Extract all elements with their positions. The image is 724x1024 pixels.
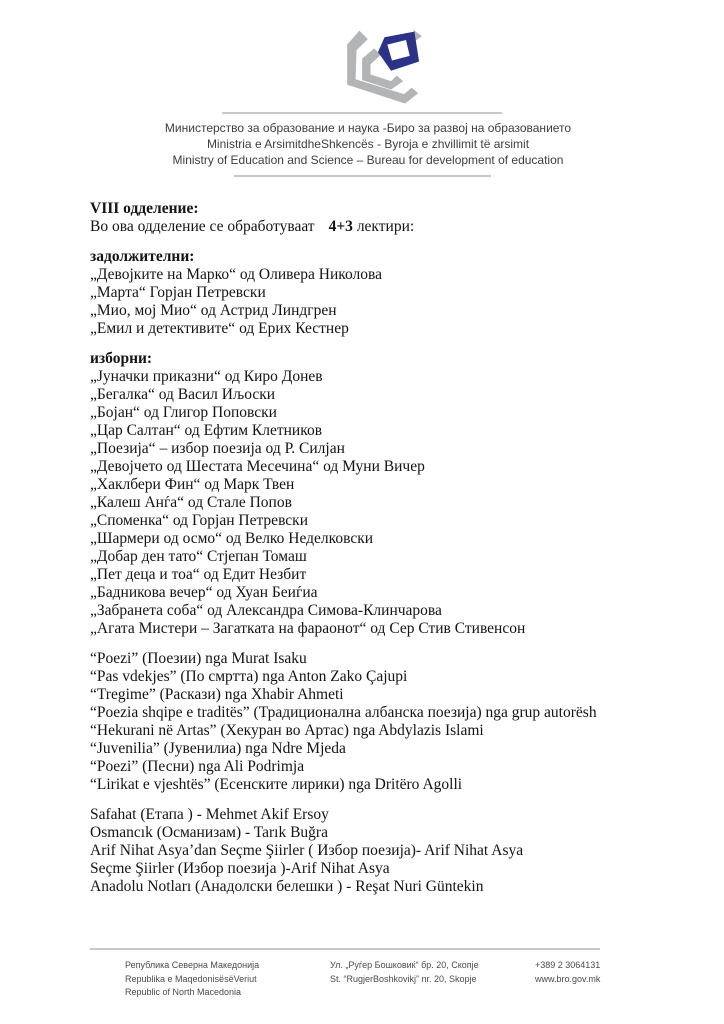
lecture-item: „Мио, мој Мио“ од Астрид Линдгрен: [90, 302, 337, 319]
footer-country-sq: Republika e MaqedonisësëVeriut: [125, 973, 257, 984]
lecture-item: „Марта“ Горјан Петревски: [90, 284, 266, 301]
mandatory-section: [90, 248, 669, 338]
lecture-item: „Хаклбери Фин“ од Марк Твен: [90, 476, 295, 493]
bro-logo: [328, 26, 428, 110]
lecture-item: “Poezi” (Поезии) nga Murat Isaku: [90, 650, 307, 667]
turkish-section: [90, 806, 669, 896]
footer-country-en: Republic of North Macedonia: [125, 987, 242, 997]
document-body: [90, 200, 669, 896]
lecture-item: “Poezia shqipe e traditës” (Традиционална албанска поезија) nga grup autorësh: [90, 704, 597, 721]
lecture-item: “Poezi” (Песни) nga Ali Podrimja: [90, 758, 305, 775]
lecture-item: Anadolu Notları (Анадолски белешки ) - Reşat Nuri Güntekin: [90, 878, 484, 895]
intro-prefix: Во ова одделение се обработуваат: [90, 218, 315, 235]
lecture-item: „Бегалка“ од Васил Иљоски: [90, 386, 276, 403]
footer-contact-block: [535, 959, 600, 986]
document-header: [0, 26, 724, 177]
lecture-item: „Споменка“ од Горјан Петревски: [90, 512, 308, 529]
lecture-item: “Tregime” (Раскази) nga Xhabir Ahmeti: [90, 686, 344, 703]
footer-phone: +389 2 3064131: [535, 960, 601, 970]
header-divider-bottom: [234, 175, 491, 177]
grade-title: VIII одделение:: [90, 200, 199, 217]
org-title-block: [6, 120, 724, 168]
lecture-item: „Емил и детективите“ од Ерих Кестнер: [90, 320, 349, 337]
lecture-item: „Цар Салтан“ од Ефтим Клетников: [90, 422, 323, 439]
footer-address-mk: Ул. „Руѓер Бошковиќ“ бр. 20, Скопје: [330, 960, 479, 970]
lecture-item: “Juvenilia” (Јувенилиа) nga Ndre Mjeda: [90, 740, 346, 757]
lecture-item: “Lirikat e vjeshtës” (Есенските лирики) nga Dritëro Agolli: [90, 776, 463, 793]
lecture-count: 4+3: [328, 218, 353, 235]
org-name-sq: Ministria e ArsimitdheShkencës - Byroja e zhvillimit të arsimit: [206, 137, 530, 151]
lecture-item: „Девојчето од Шестата Месечина“ од Муни Вичер: [90, 458, 425, 475]
org-name-en: Ministry of Education and Science – Bureau for development of education: [172, 153, 564, 167]
footer-divider: [90, 948, 600, 950]
lecture-item: „Добар ден тато“ Стјепан Томаш: [90, 548, 307, 565]
lecture-item: „Бадникова вечер“ од Хуан Беиѓиа: [90, 584, 318, 601]
section-heading-elective: изборни:: [90, 350, 153, 367]
lecture-item: „Бојан“ од Глигор Поповски: [90, 404, 277, 421]
lecture-item: Safahat (Етапа ) - Mehmet Akif Ersoy: [90, 806, 329, 823]
albanian-section: [90, 650, 669, 794]
lecture-item: Osmancık (Османизам) - Tarık Buğra: [90, 824, 328, 841]
intro-suffix: лектири:: [356, 218, 415, 235]
footer-country-block: [125, 959, 259, 1000]
lecture-item: „Шармери од осмо“ од Велко Неделковски: [90, 530, 374, 547]
section-heading-mandatory: задолжителни:: [90, 248, 195, 265]
elective-section: [90, 350, 669, 638]
bro-logo-icon: [328, 26, 428, 110]
lecture-item: „Поезија“ – избор поезија од Р. Силјан: [90, 440, 345, 457]
lecture-item: „Девојките на Марко“ од Оливера Николова: [90, 266, 383, 283]
lecture-item: “Pas vdekjes” (По смртта) nga Anton Zako Çajupi: [90, 668, 408, 685]
header-divider-top: [222, 112, 502, 114]
intro-line: [90, 218, 669, 236]
footer-country-mk: Република Северна Македонија: [125, 960, 260, 970]
lecture-item: „Јуначки приказни“ од Киро Донев: [90, 368, 323, 385]
lecture-item: „Забранета соба“ од Александра Симова-Клинчарова: [90, 602, 442, 619]
footer-address-block: [330, 959, 479, 986]
lecture-item: „Агата Мистери – Загатката на фараонот“ од Сер Стив Стивенсон: [90, 620, 526, 637]
footer-address-en: St. “RugjerBoshkovikj” nr. 20, Skopje: [330, 973, 477, 984]
lecture-item: “Hekurani në Artas” (Хекуран во Артас) nga Abdylazis Islami: [90, 722, 484, 739]
lecture-item: „Пет деца и тоа“ од Едит Незбит: [90, 566, 307, 583]
lecture-item: Arif Nihat Asya’dan Seçme Şiirler ( Избор поезија)- Arif Nihat Asya: [90, 842, 524, 859]
lecture-item: „Калеш Анѓа“ од Стале Попов: [90, 494, 292, 511]
lecture-item: Seçme Şiirler (Избор поезија )-Arif Nihat Asya: [90, 860, 390, 877]
footer-website: www.bro.gov.mk: [535, 973, 601, 984]
org-name-mk: Министерство за образование и наука -Биро за развој на образованието: [164, 121, 572, 135]
